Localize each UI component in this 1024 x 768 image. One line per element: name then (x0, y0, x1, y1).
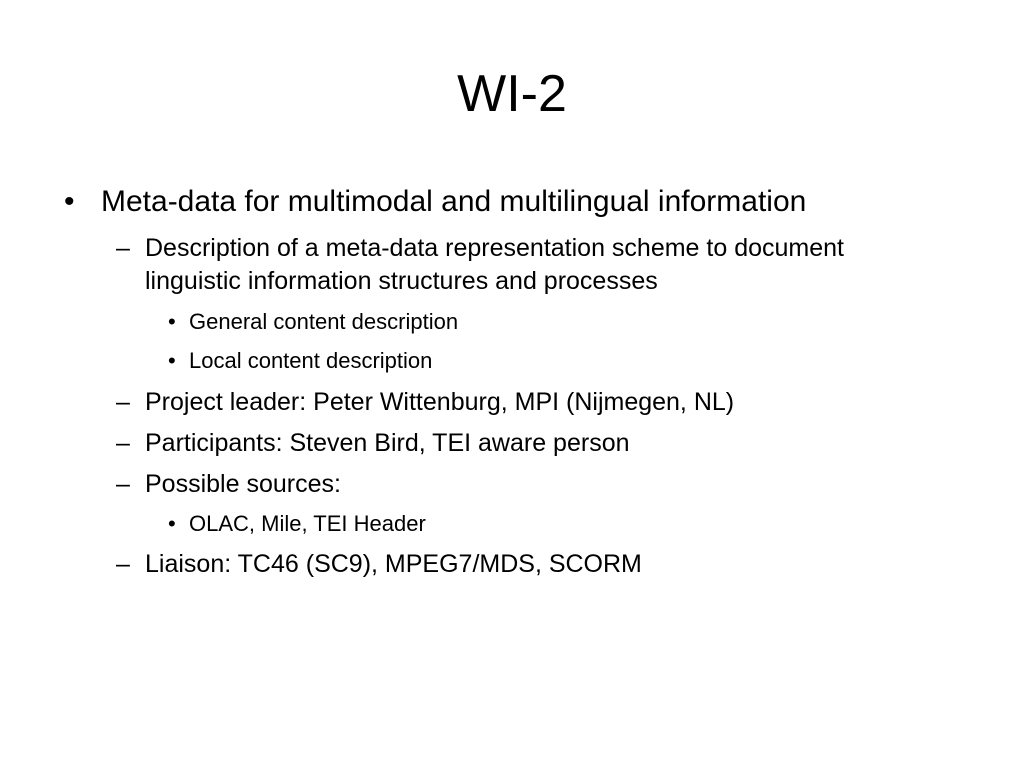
bullet-text: Local content description (189, 348, 433, 373)
dash-marker: – (116, 470, 130, 498)
dash-marker: – (116, 234, 130, 262)
bullet-text: OLAC, Mile, TEI Header (189, 511, 426, 536)
bullet-marker: • (168, 348, 176, 373)
bullet-text: Project leader: Peter Wittenburg, MPI (Nijmegen, NL) (145, 388, 735, 416)
bullet-marker: • (168, 309, 176, 334)
dash-marker: – (116, 429, 130, 457)
bullet-marker: • (64, 185, 75, 218)
bullet-text-line1: Description of a meta-data representation scheme to document (145, 234, 844, 262)
bullet-text-line2: linguistic information structures and processes (145, 267, 658, 295)
dash-marker: – (116, 550, 130, 578)
bullet-text: Meta-data for multimodal and multilingual information (101, 185, 807, 218)
dash-marker: – (116, 388, 130, 416)
bullet-text: Possible sources: (145, 470, 341, 498)
bullet-text: Participants: Steven Bird, TEI aware person (145, 429, 630, 457)
bullet-text: Liaison: TC46 (SC9), MPEG7/MDS, SCORM (145, 550, 642, 578)
bullet-marker: • (168, 511, 176, 536)
bullet-text: General content description (189, 309, 459, 334)
slide-title: WI-2 (457, 65, 567, 123)
